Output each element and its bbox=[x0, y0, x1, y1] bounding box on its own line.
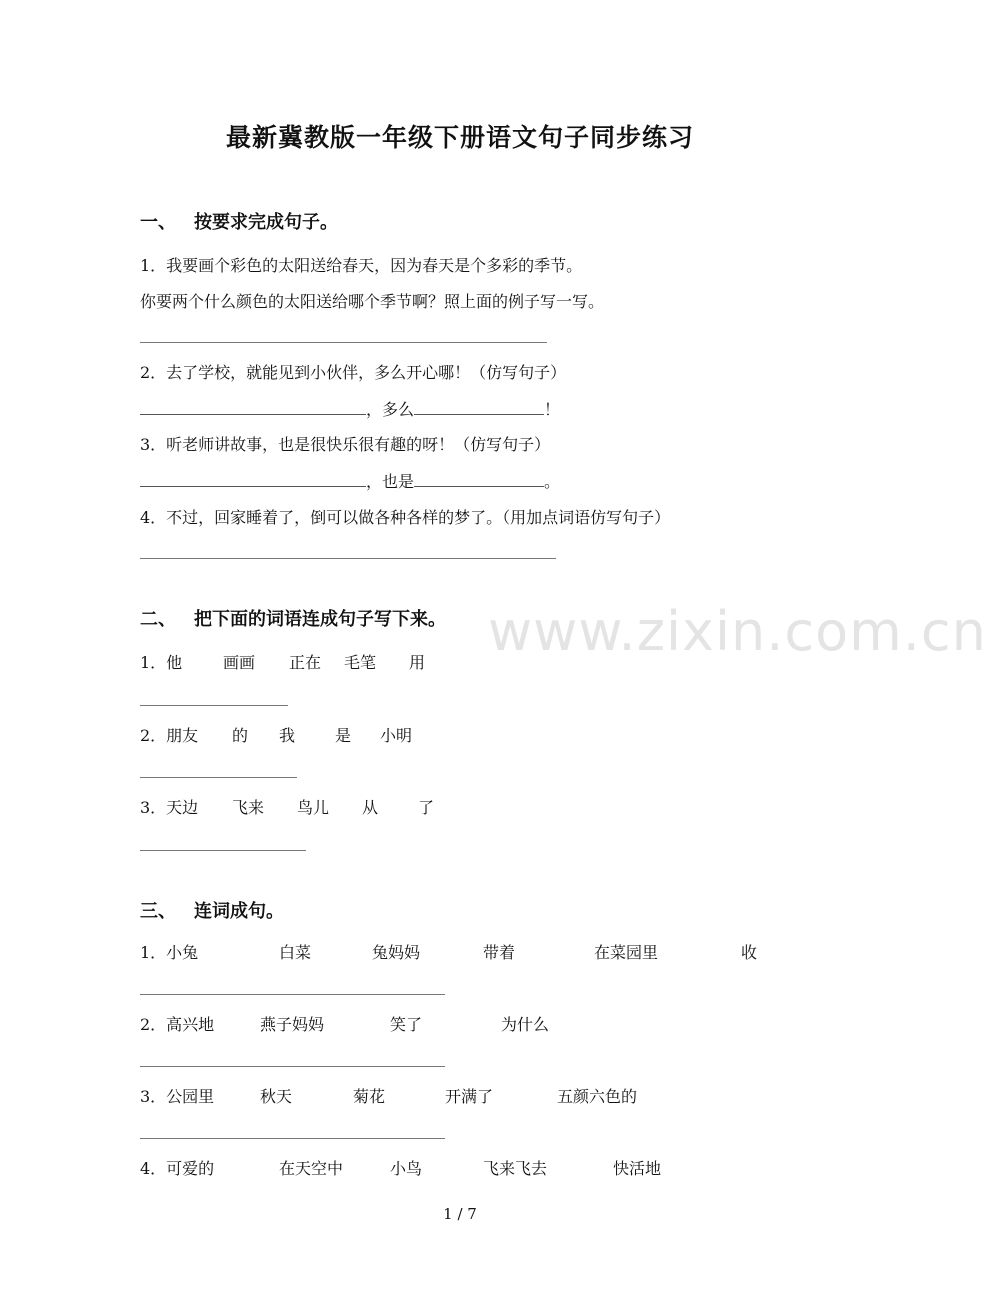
s2-q1-word: 正在 bbox=[289, 653, 322, 672]
s3-q1-word: 白菜 bbox=[279, 943, 312, 962]
section1-heading bbox=[140, 208, 338, 234]
s3-q1-word: 收 bbox=[741, 943, 758, 962]
s3-q4-word: 在天空中 bbox=[279, 1159, 344, 1178]
s1-q3-blank-2[interactable] bbox=[414, 469, 544, 487]
s1-q1-answer-line[interactable] bbox=[140, 342, 547, 343]
s3-q1-word: 1．小兔 bbox=[140, 943, 199, 962]
s2-q2-word: 2．朋友 bbox=[140, 726, 199, 745]
s1-q1-line2: 你要两个什么颜色的太阳送给哪个季节啊？照上面的例子写一写。 bbox=[140, 292, 605, 311]
s3-q2-word: 笑了 bbox=[390, 1015, 423, 1034]
s3-q2-word: 燕子妈妈 bbox=[260, 1015, 325, 1034]
s3-q4-word: 4．可爱的 bbox=[140, 1159, 215, 1178]
s1-q1-line1: 1．我要画个彩色的太阳送给春天，因为春天是个多彩的季节。 bbox=[140, 256, 583, 275]
s3-q3-answer-line[interactable] bbox=[140, 1138, 445, 1139]
s3-q2-word: 为什么 bbox=[501, 1015, 550, 1034]
s2-q1-word: 毛笔 bbox=[344, 653, 377, 672]
s1-q3-prompt: 3．听老师讲故事，也是很快乐很有趣的呀！（仿写句子） bbox=[140, 435, 551, 454]
s3-q3-word: 开满了 bbox=[445, 1087, 494, 1106]
s2-q2-word: 小明 bbox=[380, 726, 413, 745]
s3-q1-word: 在菜园里 bbox=[594, 943, 659, 962]
s2-q1-word: 画画 bbox=[223, 653, 256, 672]
s2-q1-word: 用 bbox=[409, 653, 426, 672]
s1-q2-mid: ，多么 bbox=[366, 400, 415, 419]
s3-q1-word: 兔妈妈 bbox=[372, 943, 421, 962]
s3-q2-answer-line[interactable] bbox=[140, 1066, 445, 1067]
s3-q3-word: 菊花 bbox=[353, 1087, 386, 1106]
s3-q4-word: 飞来飞去 bbox=[483, 1159, 548, 1178]
s2-q2-word: 的 bbox=[232, 726, 249, 745]
page-title: 最新冀教版一年级下册语文句子同步练习 bbox=[225, 123, 694, 152]
s2-q1-answer-line[interactable] bbox=[140, 705, 288, 706]
s3-q4-word: 小鸟 bbox=[390, 1159, 423, 1178]
section3-title: 连词成句。 bbox=[194, 901, 284, 922]
s3-q3-word: 3．公园里 bbox=[140, 1087, 215, 1106]
s2-q2-word: 是 bbox=[335, 726, 352, 745]
s3-q3-word: 五颜六色的 bbox=[557, 1087, 638, 1106]
s2-q3-word: 3．天边 bbox=[140, 798, 199, 817]
s3-q1-answer-line[interactable] bbox=[140, 994, 445, 995]
s1-q3-blank-1[interactable] bbox=[140, 469, 366, 487]
s3-q1-word: 带着 bbox=[483, 943, 516, 962]
s2-q2-word: 我 bbox=[279, 726, 296, 745]
s1-q4-prompt: 4．不过，回家睡着了，倒可以做各种各样的梦了。（用加点词语仿写句子） bbox=[140, 508, 671, 527]
section1-number: 一、 bbox=[140, 212, 176, 233]
section2-title: 把下面的词语连成句子写下来。 bbox=[194, 609, 446, 630]
s2-q3-answer-line[interactable] bbox=[140, 850, 306, 851]
s2-q3-word: 鸟儿 bbox=[297, 798, 330, 817]
s2-q2-answer-line[interactable] bbox=[140, 777, 297, 778]
s1-q2-end: ！ bbox=[544, 400, 561, 419]
s1-q2-blank-2[interactable] bbox=[414, 397, 544, 415]
section3-number: 三、 bbox=[140, 901, 176, 922]
watermark: www.zixin.com.cn bbox=[488, 600, 987, 663]
s2-q3-word: 从 bbox=[362, 798, 379, 817]
section1-title: 按要求完成句子。 bbox=[194, 212, 338, 233]
s1-q3-end: 。 bbox=[544, 472, 561, 491]
s1-q3-answer bbox=[140, 469, 560, 492]
s1-q3-mid: ，也是 bbox=[366, 472, 415, 491]
section2-number: 二、 bbox=[140, 609, 176, 630]
section2-heading bbox=[140, 605, 446, 631]
s1-q2-answer bbox=[140, 397, 560, 420]
s3-q2-word: 2．高兴地 bbox=[140, 1015, 215, 1034]
s1-q4-answer-line[interactable] bbox=[140, 558, 556, 559]
section3-heading bbox=[140, 897, 284, 923]
s3-q3-word: 秋天 bbox=[260, 1087, 293, 1106]
s3-q4-word: 快活地 bbox=[613, 1159, 662, 1178]
page-number: 1 / 7 bbox=[443, 1205, 477, 1223]
s2-q1-word: 1．他 bbox=[140, 653, 183, 672]
s2-q3-word: 了 bbox=[418, 798, 435, 817]
s1-q2-blank-1[interactable] bbox=[140, 397, 366, 415]
s1-q2-prompt: 2．去了学校，就能见到小伙伴，多么开心哪！（仿写句子） bbox=[140, 363, 567, 382]
s2-q3-word: 飞来 bbox=[232, 798, 265, 817]
